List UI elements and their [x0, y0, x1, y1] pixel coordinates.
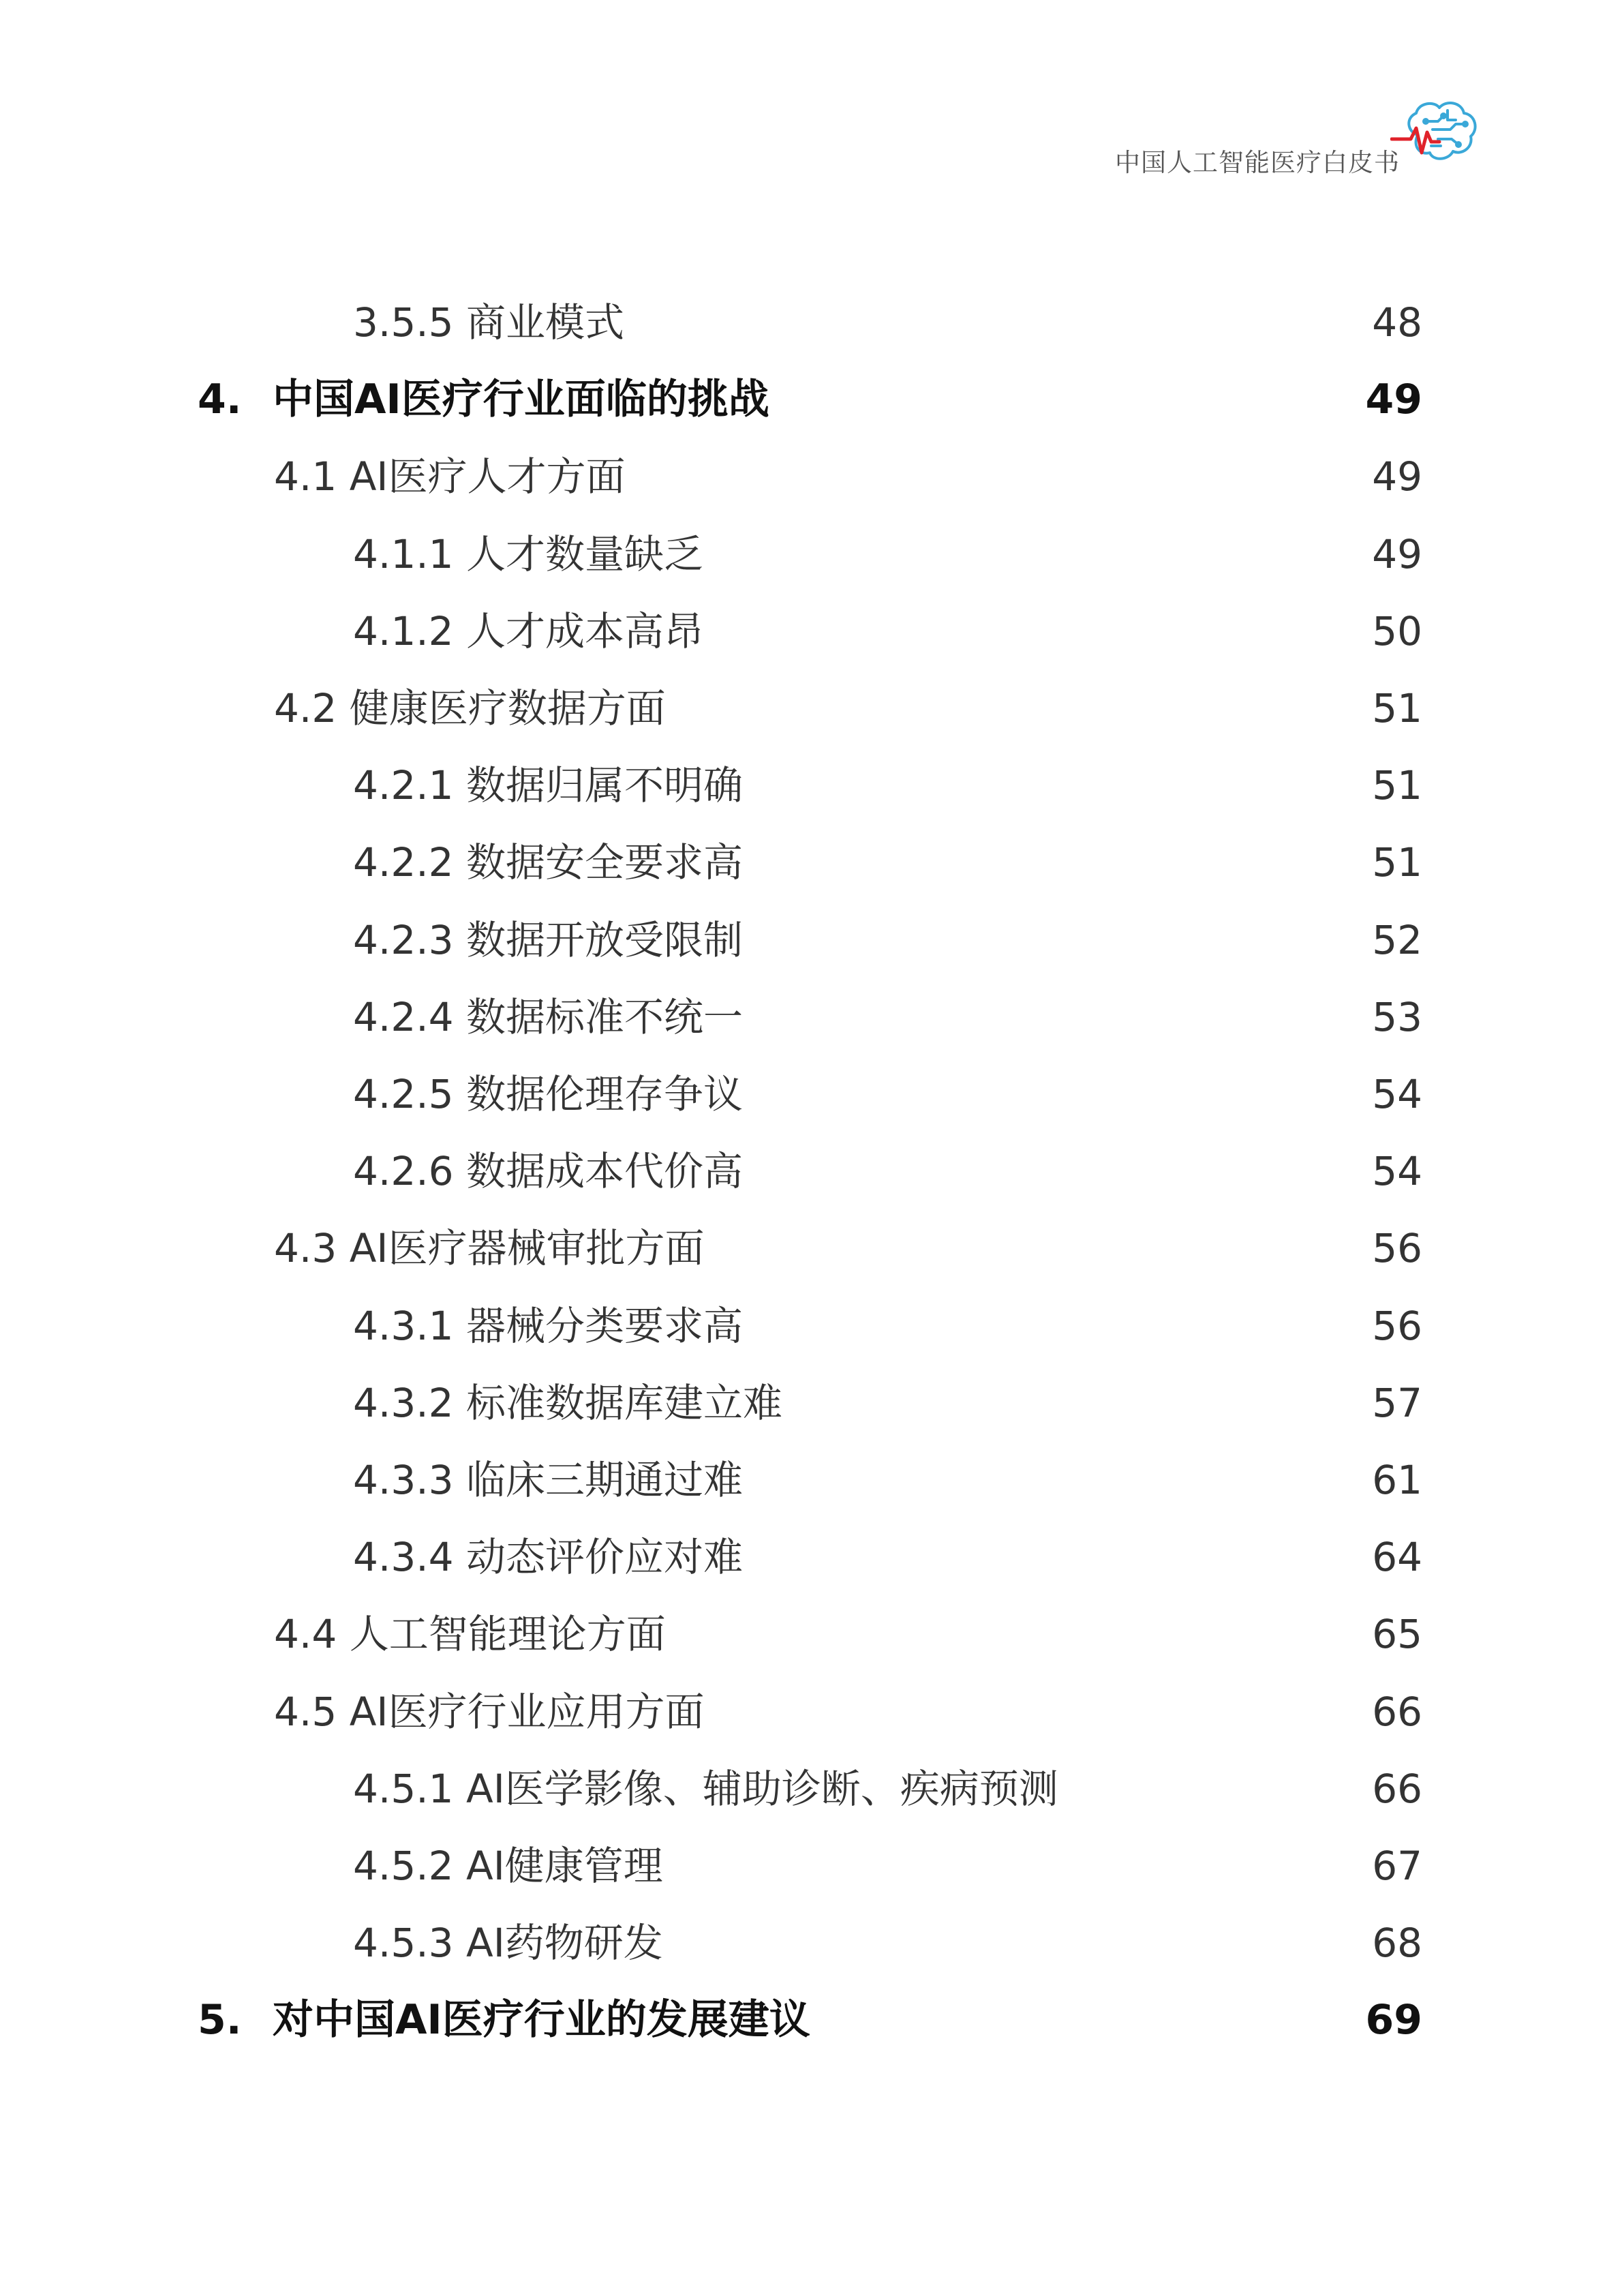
toc-entry-number: 4.3.3 [353, 1457, 454, 1503]
toc-entry-title: 数据归属不明确 [466, 762, 744, 809]
toc-entry-number: 4.1.1 [353, 531, 454, 577]
toc-entry-number: 4.3.2 [353, 1380, 454, 1426]
toc-entry-page-number: 49 [1365, 376, 1422, 423]
toc-entry-label [353, 983, 743, 1051]
toc-entry-page-number: 66 [1372, 1689, 1422, 1735]
toc-entry[interactable] [0, 828, 1622, 896]
toc-entry-page-number: 57 [1372, 1380, 1422, 1426]
toc-entry-page-number: 67 [1372, 1843, 1422, 1889]
toc-entry-title: 数据伦理存争议 [466, 1071, 744, 1117]
toc-entry-label [353, 1832, 663, 1900]
toc-entry[interactable] [0, 1060, 1622, 1128]
toc-entry-title: 临床三期通过难 [466, 1457, 744, 1503]
toc-entry[interactable] [0, 674, 1622, 742]
toc-entry-number: 4.1.2 [353, 608, 454, 654]
toc-entry-page-number: 61 [1372, 1457, 1422, 1503]
toc-entry[interactable] [0, 751, 1622, 819]
toc-entry-page-number: 66 [1372, 1766, 1422, 1812]
toc-entry[interactable] [0, 1137, 1622, 1205]
toc-entry-page-number: 65 [1372, 1611, 1422, 1657]
toc-entry-label [198, 1986, 810, 2054]
running-header-title: 中国人工智能医疗白皮书 [1115, 148, 1400, 177]
toc-entry-label [353, 1369, 782, 1437]
toc-entry-label [274, 1600, 666, 1668]
toc-entry-title: 商业模式 [466, 299, 625, 346]
toc-entry-number: 4.2.2 [353, 839, 454, 886]
toc-entry-label [353, 1060, 743, 1128]
toc-entry-number: 4.5.1 [353, 1766, 454, 1812]
toc-entry-number: 4.5.3 [353, 1920, 454, 1966]
toc-entry-number: 4.3.1 [353, 1303, 454, 1349]
toc-entry-title: 人工智能理论方面 [349, 1611, 666, 1657]
toc-entry-page-number: 50 [1372, 608, 1422, 654]
toc-entry-number: 5. [198, 1996, 242, 2044]
toc-entry-number: 4.2.6 [353, 1148, 454, 1194]
toc-entry-page-number: 68 [1372, 1920, 1422, 1966]
toc-entry-title: 数据标准不统一 [466, 994, 744, 1040]
toc-entry-number: 4.1 [274, 453, 337, 500]
toc-entry-label [353, 1292, 743, 1360]
toc-entry[interactable] [0, 597, 1622, 665]
toc-entry[interactable] [0, 520, 1622, 588]
toc-entry-label [353, 1909, 663, 1977]
toc-entry-page-number: 51 [1372, 685, 1422, 731]
toc-entry[interactable] [0, 1986, 1622, 2054]
toc-entry-number: 4.3.4 [353, 1534, 454, 1580]
toc-entry-label [274, 674, 666, 742]
toc-entry-number: 4.2 [274, 685, 337, 731]
toc-entry-page-number: 56 [1372, 1303, 1422, 1349]
toc-entry-page-number: 53 [1372, 994, 1422, 1040]
toc-entry-page-number: 49 [1372, 453, 1422, 500]
toc-entry-label [353, 751, 743, 819]
toc-entry-label [353, 828, 743, 896]
toc-entry-title: 数据成本代价高 [466, 1148, 744, 1194]
toc-entry-title: AI医疗器械审批方面 [349, 1225, 705, 1271]
toc-entry[interactable] [0, 1832, 1622, 1900]
toc-entry-page-number: 51 [1372, 839, 1422, 886]
toc-entry-number: 4.5.2 [353, 1843, 454, 1889]
toc-entry[interactable] [0, 1446, 1622, 1514]
toc-entry[interactable] [0, 983, 1622, 1051]
toc-entry-number: 4.2.4 [353, 994, 454, 1040]
toc-entry-number: 4.5 [274, 1689, 337, 1735]
toc-entry-title: 对中国AI医疗行业的发展建议 [273, 1996, 810, 2044]
toc-entry[interactable] [0, 1292, 1622, 1360]
toc-entry-title: 数据开放受限制 [466, 917, 744, 963]
toc-entry[interactable] [0, 906, 1622, 974]
toc-entry[interactable] [0, 1600, 1622, 1668]
toc-entry-label [353, 1446, 743, 1514]
toc-entry-page-number: 52 [1372, 917, 1422, 963]
toc-entry[interactable] [0, 1909, 1622, 1977]
toc-entry-title: 数据安全要求高 [466, 839, 744, 886]
toc-entry-page-number: 48 [1372, 299, 1422, 346]
toc-entry-label [353, 906, 743, 974]
toc-entry-label [353, 288, 624, 357]
toc-entry-label [274, 1214, 704, 1282]
toc-entry-page-number: 56 [1372, 1225, 1422, 1271]
toc-entry-page-number: 49 [1372, 531, 1422, 577]
toc-entry-title: AI医疗行业应用方面 [349, 1689, 705, 1735]
toc-entry-title: 标准数据库建立难 [466, 1380, 783, 1426]
toc-entry-title: AI药物研发 [466, 1920, 663, 1966]
toc-entry-label [353, 597, 703, 665]
toc-entry-label [353, 1137, 743, 1205]
toc-entry-number: 4.2.5 [353, 1071, 454, 1117]
toc-entry[interactable] [0, 365, 1622, 434]
toc-entry-number: 4.3 [274, 1225, 337, 1271]
toc-entry-number: 4.4 [274, 1611, 337, 1657]
toc-entry-label [353, 520, 703, 588]
toc-entry-title: 健康医疗数据方面 [349, 685, 666, 731]
toc-entry[interactable] [0, 1369, 1622, 1437]
toc-entry-label [353, 1755, 1058, 1823]
toc-entry-label [198, 365, 769, 434]
toc-entry[interactable] [0, 1214, 1622, 1282]
toc-entry-number: 4. [198, 376, 242, 423]
toc-entry-number: 3.5.5 [353, 299, 454, 346]
toc-entry-label [353, 1523, 743, 1591]
toc-entry-page-number: 54 [1372, 1148, 1422, 1194]
toc-entry-title: 人才数量缺乏 [466, 531, 704, 577]
toc-entry-number: 4.2.3 [353, 917, 454, 963]
toc-entry-title: AI医疗人才方面 [349, 453, 626, 500]
toc-entry-title: 动态评价应对难 [466, 1534, 744, 1580]
toc-entry[interactable] [0, 1523, 1622, 1591]
toc-entry-page-number: 51 [1372, 762, 1422, 809]
toc-entry-label [274, 1678, 704, 1746]
toc-entry-page-number: 69 [1365, 1996, 1422, 2044]
toc-entry[interactable] [0, 1755, 1622, 1823]
toc-entry-title: 中国AI医疗行业面临的挑战 [273, 376, 769, 423]
toc-entry-number: 4.2.1 [353, 762, 454, 809]
toc-entry[interactable] [0, 442, 1622, 511]
toc-entry-title: 器械分类要求高 [466, 1303, 744, 1349]
toc-entry[interactable] [0, 1678, 1622, 1746]
toc-entry-label [274, 442, 625, 511]
toc-entry-page-number: 64 [1372, 1534, 1422, 1580]
toc-entry-title: 人才成本高昂 [466, 608, 704, 654]
toc-entry[interactable] [0, 288, 1622, 357]
toc-entry-page-number: 54 [1372, 1071, 1422, 1117]
toc-entry-title: AI医学影像、辅助诊断、疾病预测 [466, 1766, 1058, 1812]
toc-entry-title: AI健康管理 [466, 1843, 663, 1889]
